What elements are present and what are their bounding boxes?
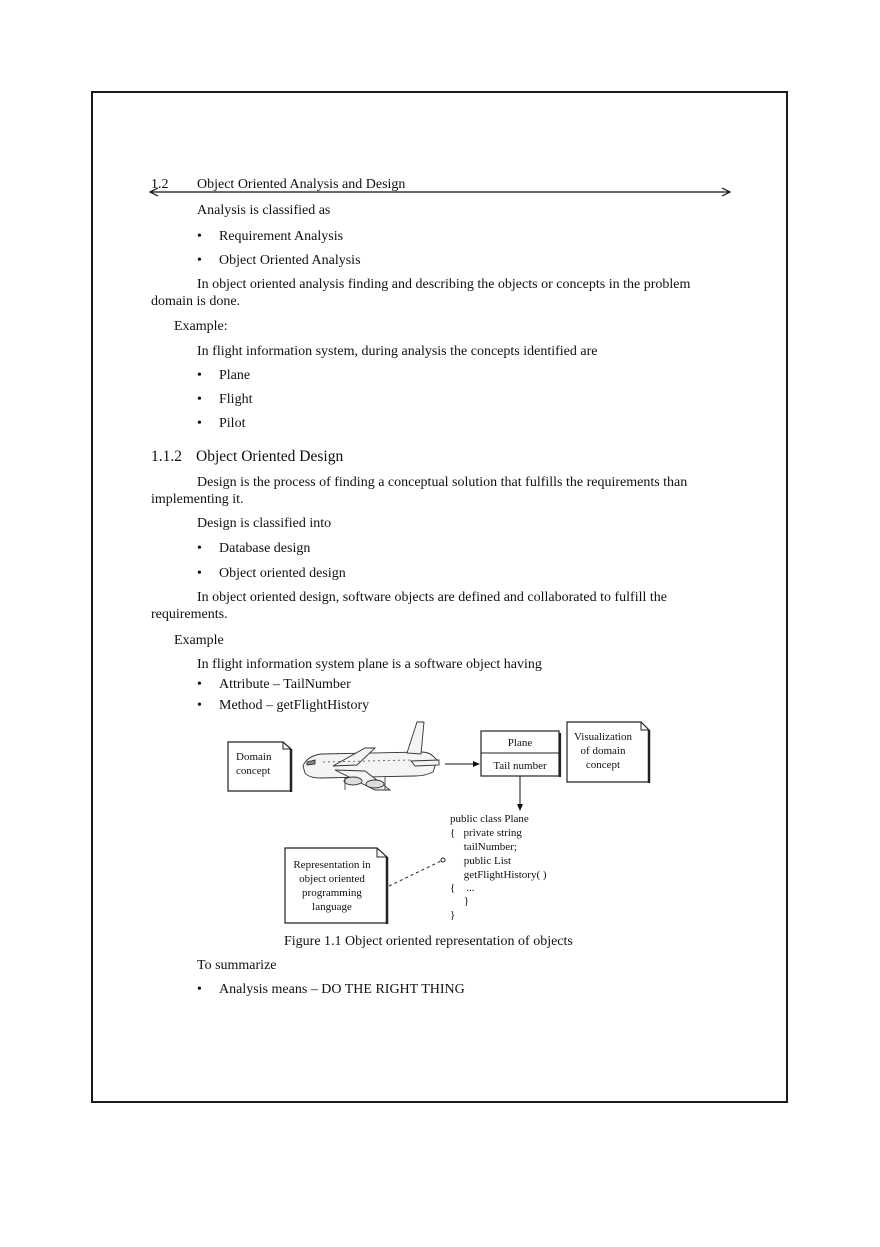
code-line: } [450, 895, 470, 907]
note-text: object oriented [299, 873, 365, 885]
list-item: • Method – getFlightHistory [219, 697, 369, 714]
code-line: } [450, 909, 456, 921]
paragraph-line: requirements. [151, 607, 228, 622]
note-text: Representation in [293, 859, 371, 871]
section-title: Object Oriented Analysis and Design [197, 177, 406, 192]
plane-class-box [481, 731, 560, 777]
section-number: 1.2 [151, 177, 169, 192]
code-line: { private string [450, 827, 522, 839]
summary-intro: To summarize [197, 958, 277, 973]
arrow-to-class [445, 761, 480, 767]
note-text: Domain [236, 751, 272, 763]
example-label: Example [174, 633, 224, 648]
subsection-number: 1.1.2 [151, 448, 182, 465]
class-attribute: Tail number [493, 760, 547, 772]
note-text: concept [585, 759, 621, 771]
object-representation-figure [225, 718, 655, 930]
list-item: • Object Oriented Analysis [219, 252, 361, 269]
example-text: In flight information system, during analysis the concepts identified are [197, 344, 598, 359]
airplane-icon [303, 722, 439, 790]
note-text: programming [302, 887, 362, 899]
list-item: • Attribute – TailNumber [219, 676, 351, 693]
list-item: • Requirement Analysis [219, 228, 343, 245]
paragraph-line: domain is done. [151, 294, 241, 309]
code-line: { ... [450, 882, 475, 894]
code-line: tailNumber; [450, 841, 517, 853]
code-listing [450, 813, 547, 921]
arrow-to-code [517, 776, 523, 811]
list-item: • Plane [219, 367, 250, 384]
analysis-intro: Analysis is classified as [197, 203, 331, 218]
note-text: concept [236, 765, 271, 777]
dashed-connector [389, 858, 445, 886]
list-item: • Flight [219, 391, 252, 408]
list-item: • Pilot [219, 415, 245, 432]
design-intro: Design is classified into [197, 516, 332, 531]
visualization-note [567, 722, 649, 783]
paragraph-line: implementing it. [151, 492, 244, 507]
example-text: In flight information system plane is a software object having [197, 657, 542, 672]
note-text: of domain [580, 745, 626, 757]
note-text: Visualization [574, 731, 632, 743]
domain-concept-note [228, 742, 291, 792]
heading-double-arrow [148, 186, 732, 198]
code-line: public List [450, 855, 512, 867]
class-name: Plane [507, 737, 533, 749]
note-text: language [312, 901, 352, 913]
list-item: • Object oriented design [219, 565, 346, 582]
code-line: getFlightHistory( ) [450, 869, 547, 881]
example-label: Example: [174, 319, 228, 334]
figure-caption: Figure 1.1 Object oriented representation of objects [284, 934, 573, 949]
paragraph-line: In object oriented design, software objects are defined and collaborated to fulfill the [197, 590, 667, 605]
representation-note [285, 848, 387, 924]
subsection-title: Object Oriented Design [196, 448, 344, 465]
paragraph-line: Design is the process of finding a conceptual solution that fulfills the requirements than [197, 475, 688, 490]
list-item: • Database design [219, 540, 310, 557]
paragraph-line: In object oriented analysis finding and describing the objects or concepts in the problem [197, 277, 691, 292]
list-item: • Analysis means – DO THE RIGHT THING [219, 981, 465, 998]
code-line: public class Plane [450, 813, 529, 825]
